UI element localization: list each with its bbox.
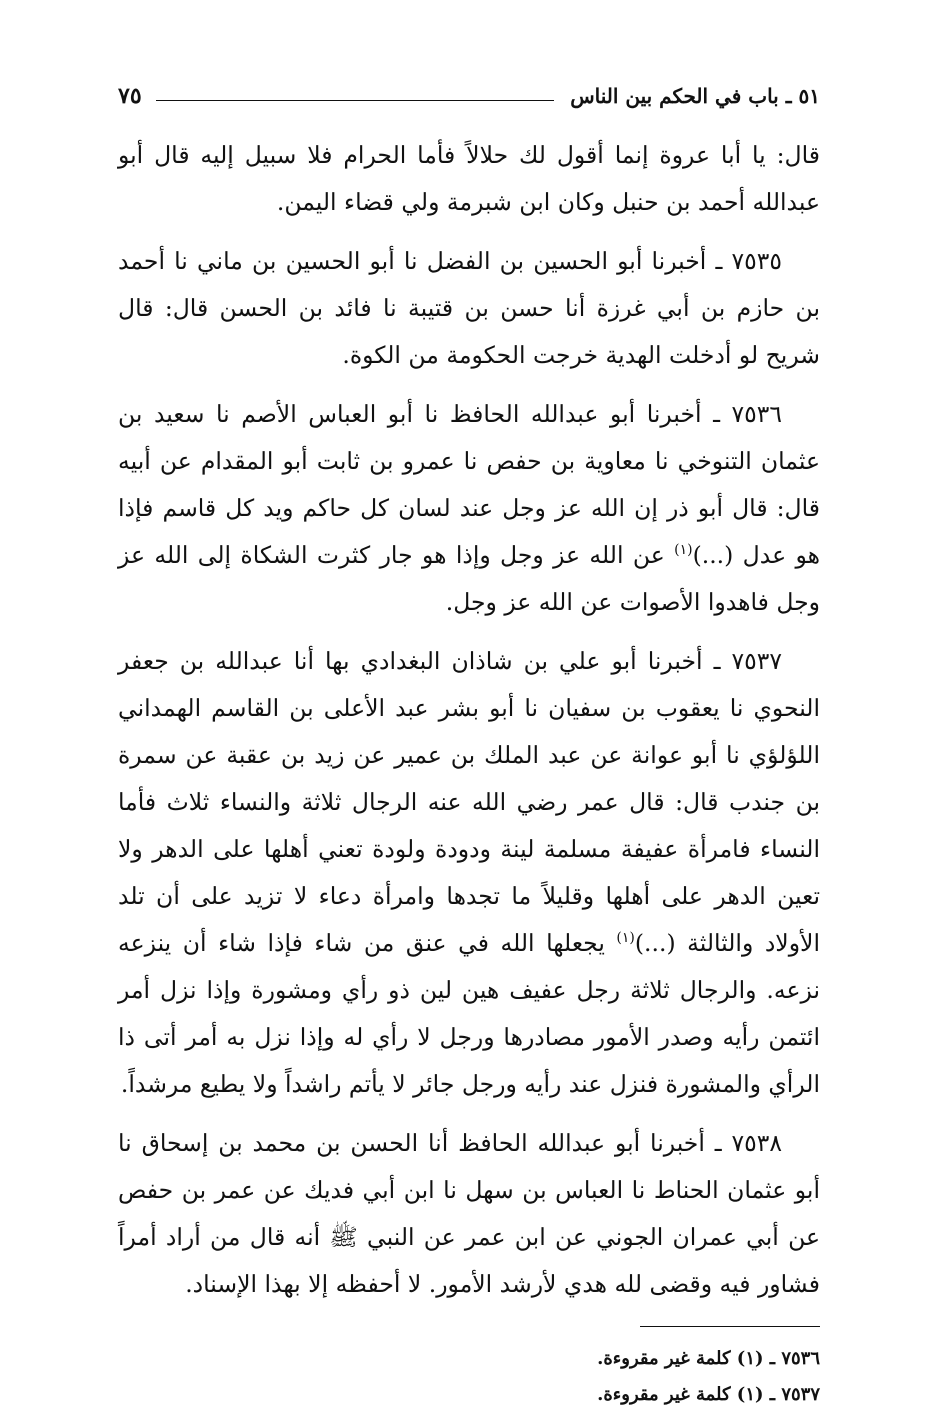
footnote-marker: (١) <box>674 542 693 559</box>
paragraph-7537 <box>118 638 820 1108</box>
body-text <box>118 132 820 1308</box>
footnote-separator <box>640 1326 820 1327</box>
paragraph-text: ٧٥٣٦ ـ أخبرنا أبو عبدالله الحافظ نا أبو العباس الأصم نا سعيد بن عثمان التنوخي نا معاوية بن حفص نا عمرو بن ثابت أبو المقدام عن أبيه قال: قال أبو ذر إن الله عز وجل عند لسان كل حاكم ويد كل قاسم فإذا هو عدل (...) <box>118 400 820 569</box>
footnote-marker: (١) <box>616 930 635 947</box>
book-page <box>118 78 820 1413</box>
paragraph-7536 <box>118 391 820 626</box>
paragraph-text: قال: يا أبا عروة إنما أقول لك حلالاً فأما الحرام فلا سبيل إليه قال أبو عبدالله أحمد بن حنبل وكان ابن شبرمة ولي قضاء اليمن. <box>118 141 820 216</box>
chapter-title: ٥١ ـ باب في الحكم بين الناس <box>570 84 820 108</box>
paragraph-continuation <box>118 132 820 226</box>
paragraph-7538 <box>118 1120 820 1308</box>
header-rule <box>156 100 555 101</box>
footnote-item: ٧٥٣٦ ـ (١) كلمة غير مقروءة. <box>597 1348 820 1369</box>
paragraph-7535 <box>118 238 820 379</box>
footnote-item: ٧٥٣٧ ـ (١) كلمة غير مقروءة. <box>597 1384 820 1405</box>
paragraph-text: يجعلها الله في عنق من شاء فإذا شاء أن ينزعه نزعه. والرجال ثلاثة رجل عفيف هين لين ذو رأي ومشورة وإذا نزل أمر ائتمن رأيه وصدر الأمور مصادرها ورجل لا رأي له وإذا نزل به أمر أتى ذا الرأي والمشورة فنزل عند رأيه ورجل جائر لا يأتم راشداً ولا يطيع مرشداً. <box>118 929 820 1098</box>
footnotes <box>118 1341 820 1413</box>
page-header <box>118 78 820 114</box>
paragraph-text: ٧٥٣٧ ـ أخبرنا أبو علي بن شاذان البغدادي بها أنا عبدالله بن جعفر النحوي نا يعقوب بن سفيان نا أبو بشر عبد الأعلى بن القاسم الهمداني اللؤلؤي نا أبو عوانة عن عبد الملك بن عمير عن زيد بن عقبة عن سمرة بن جندب قال: قال عمر رضي الله عنه الرجال ثلاثة والنساء ثلاث فأما النساء فامرأة عفيفة مسلمة لينة ودودة ولودة تعني أهلها على الدهر ولا تعين الدهر على أهلها وقليلاً ما تجدها وامرأة دعاء لا تزيد على أن تلد الأولاد والثالثة (...) <box>118 647 820 957</box>
page-number: ٧٥ <box>118 83 142 109</box>
paragraph-text: ٧٥٣٨ ـ أخبرنا أبو عبدالله الحافظ أنا الحسن بن محمد بن إسحاق نا أبو عثمان الحناط نا العباس بن سهل نا ابن أبي فديك عن عمر بن حفص عن أبي عمران الجوني عن ابن عمر عن النبي ﷺ أنه قال من أراد أمراً فشاور فيه وقضى لله هدي لأرشد الأمور. لا أحفظه إلا بهذا الإسناد. <box>118 1129 820 1298</box>
paragraph-text: ٧٥٣٥ ـ أخبرنا أبو الحسين بن الفضل نا أبو الحسين بن ماني نا أحمد بن حازم بن أبي غرزة أنا حسن بن قتيبة نا فائد بن الحسن قال: قال شريح لو أدخلت الهدية خرجت الحكومة من الكوة. <box>118 247 820 369</box>
paragraph-text: عن الله عز وجل وإذا هو جار كثرت الشكاة إلى الله عز وجل فاهدوا الأصوات عن الله عز وجل. <box>118 541 820 616</box>
